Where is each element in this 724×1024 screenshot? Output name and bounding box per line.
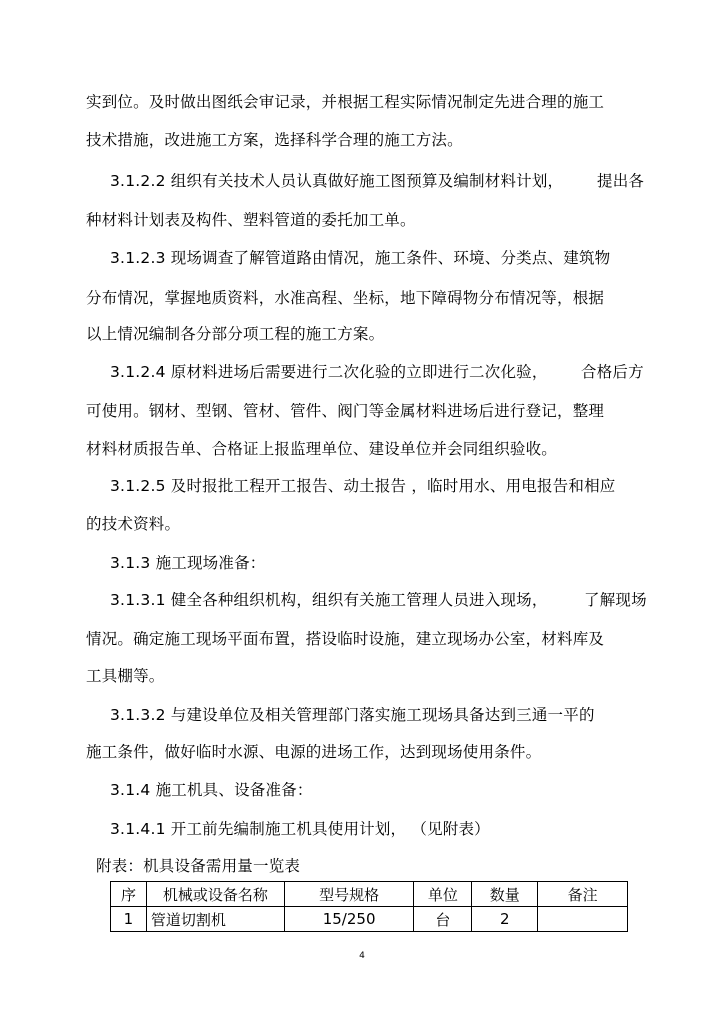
- paragraph-line: 3.1.4.1 开工前先编制施工机具使用计划， （见附表）: [110, 820, 490, 838]
- equipment-table: [110, 881, 628, 932]
- paragraph-line: 的技术资料。: [86, 515, 181, 533]
- section-heading: 3.1.4 施工机具、设备准备：: [110, 781, 313, 799]
- table-cell: [538, 907, 628, 932]
- table-cell: 管道切割机: [146, 907, 284, 932]
- paragraph-line: 分布情况，掌握地质资料，水准高程、坐标，地下障碍物分布情况等，根据: [86, 289, 605, 307]
- table-caption: 附表：机具设备需用量一览表: [96, 857, 301, 875]
- paragraph-line: 可使用。钢材、型钢、管材、管件、阀门等金属材料进场后进行登记，整理: [86, 402, 605, 420]
- paragraph-line: 以上情况编制各分部分项工程的施工方案。: [86, 325, 385, 343]
- paragraph-line: 工具棚等。: [86, 667, 165, 685]
- table-cell: 台: [414, 907, 472, 932]
- paragraph-line: 实到位。及时做出图纸会审记录，并根据工程实际情况制定先进合理的施工: [86, 93, 605, 111]
- paragraph-line: 3.1.3.1 健全各种组织机构，组织有关施工管理人员进入现场，: [110, 591, 548, 609]
- paragraph-line: 3.1.2.3 现场调查了解管道路由情况，施工条件、环境、分类点、建筑物: [110, 249, 611, 267]
- table-header-row: [111, 882, 628, 907]
- table-cell: 1: [111, 907, 147, 932]
- column-header: 机械或设备名称: [146, 882, 284, 907]
- table-row: [111, 907, 628, 932]
- column-header: 单位: [414, 882, 472, 907]
- paragraph-line: 材料材质报告单、合格证上报监理单位、建设单位并会同组织验收。: [86, 440, 558, 458]
- paragraph-line: 合格后方: [581, 363, 644, 381]
- column-header: 序: [111, 882, 147, 907]
- paragraph-line: 3.1.3.2 与建设单位及相关管理部门落实施工现场具备达到三通一平的: [110, 706, 595, 724]
- column-header: 数量: [472, 882, 538, 907]
- column-header: 备注: [538, 882, 628, 907]
- paragraph-line: 种材料计划表及构件、塑料管道的委托加工单。: [86, 211, 416, 229]
- paragraph-line: 3.1.2.5 及时报批工程开工报告、动土报告 ，临时用水、用电报告和相应: [110, 477, 616, 495]
- paragraph-line: 了解现场: [584, 591, 647, 609]
- section-heading: 3.1.3 施工现场准备：: [110, 554, 266, 572]
- table-cell: 2: [472, 907, 538, 932]
- paragraph-line: 技术措施，改进施工方案，选择科学合理的施工方法。: [86, 131, 463, 149]
- page-number: 4: [359, 951, 365, 961]
- column-header: 型号规格: [284, 882, 414, 907]
- paragraph-line: 3.1.2.4 原材料进场后需要进行二次化验的立即进行二次化验，: [110, 363, 548, 381]
- paragraph-line: 提出各: [597, 172, 645, 190]
- paragraph-line: 情况。确定施工现场平面布置，搭设临时设施，建立现场办公室，材料库及: [86, 630, 605, 648]
- paragraph-line: 3.1.2.2 组织有关技术人员认真做好施工图预算及编制材料计划，: [110, 172, 564, 190]
- paragraph-line: 施工条件，做好临时水源、电源的进场工作，达到现场使用条件。: [86, 743, 542, 761]
- table-cell: 15/250: [284, 907, 414, 932]
